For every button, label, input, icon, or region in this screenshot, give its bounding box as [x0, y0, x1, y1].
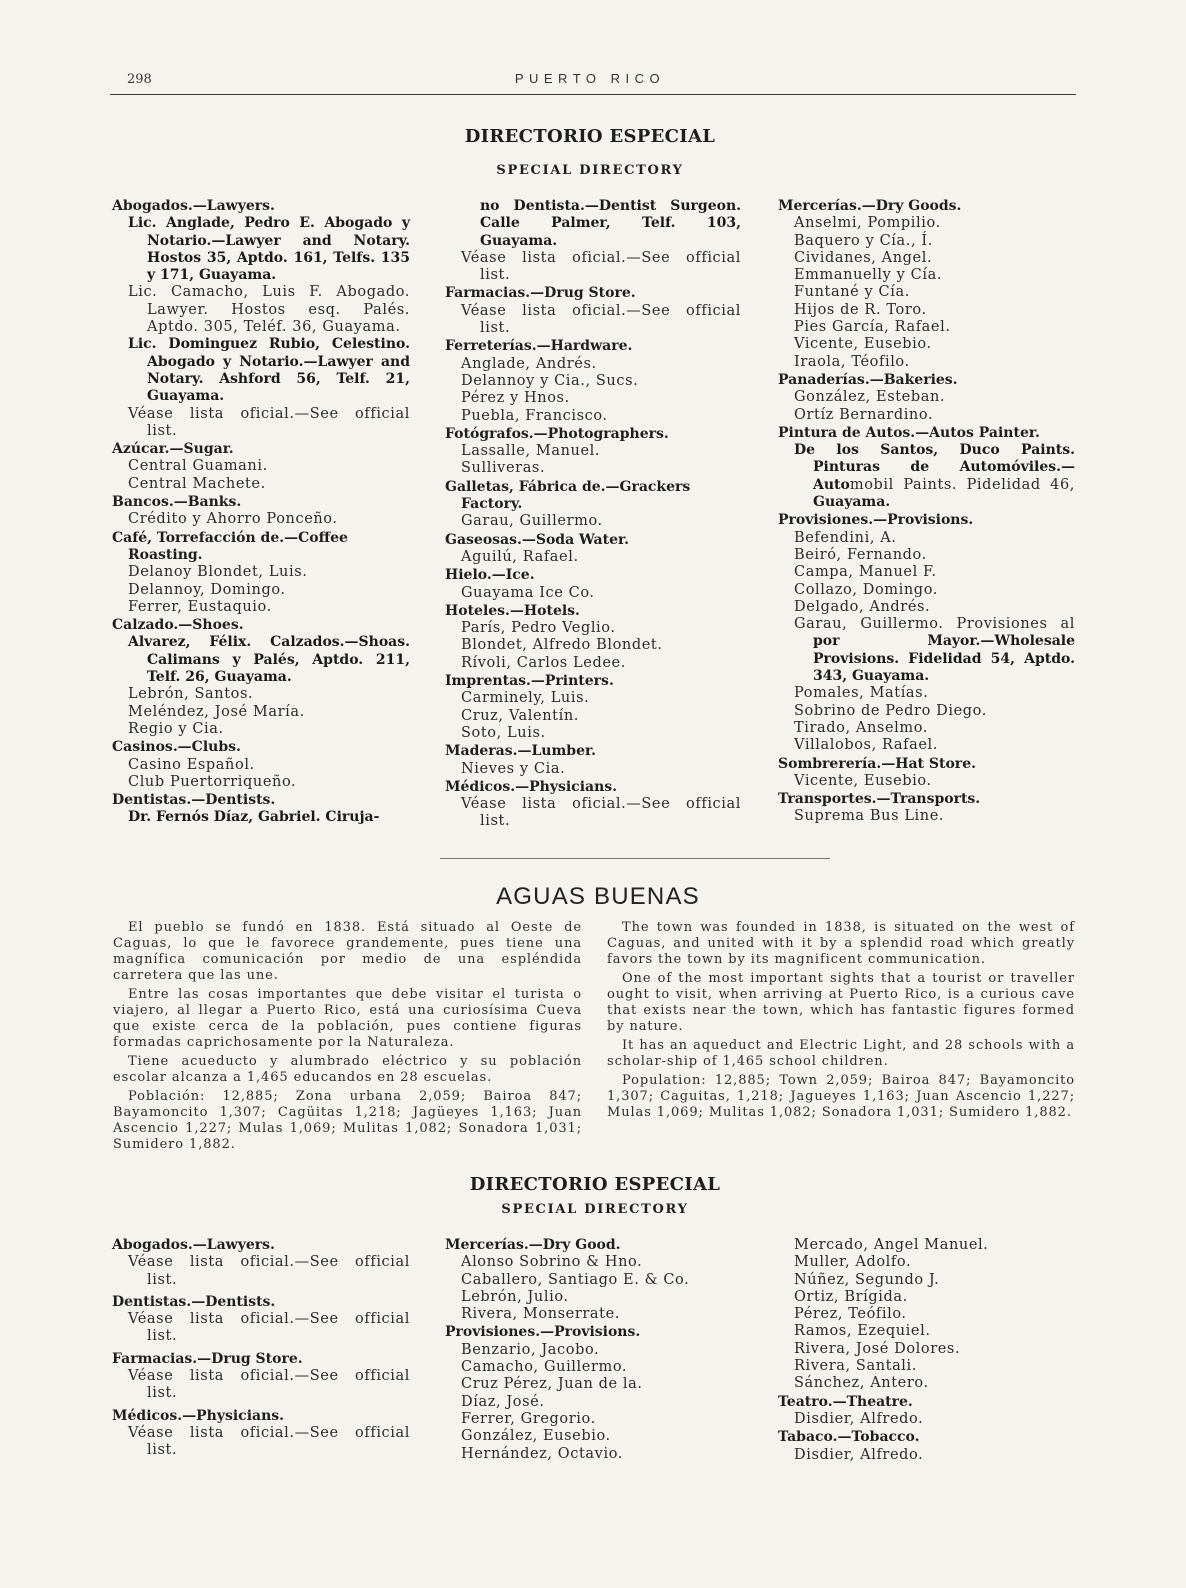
category-group: [445, 603, 741, 672]
category-heading: Casinos.—Clubs.: [112, 739, 241, 756]
directory-entry: Lic. Camacho, Luis F. Abogado. Lawyer. Hostos esq. Palés. Aptdo. 305, Teléf. 36, Guayama.: [128, 284, 410, 336]
directory-entry: Pérez y Hnos.: [461, 390, 570, 407]
category-group: [778, 1429, 1075, 1464]
category-group: [778, 425, 1075, 511]
directory-entry: Disdier, Alfredo.: [794, 1410, 924, 1427]
category-heading: Pintura de Autos.—Autos Painter.: [778, 424, 1040, 441]
category-heading: Hoteles.—Hotels.: [445, 602, 580, 619]
entry-segment: Garau, Guillermo. Provisiones al: [794, 616, 1075, 633]
category-heading: Mercerías.—Dry Goods.: [778, 198, 962, 214]
directory-entry: Meléndez, José María.: [128, 703, 305, 720]
directory-title: DIRECTORIO ESPECIAL: [464, 126, 716, 147]
directory-entry: Regio y Cia.: [128, 720, 224, 737]
directory-entry: Club Puertorriqueño.: [128, 773, 297, 790]
directory-entry: Anglade, Andrés.: [461, 355, 597, 372]
directory-entry: Alonso Sobrino & Hno.: [461, 1254, 643, 1271]
paragraph: Tiene acueducto y alumbrado eléctrico y su población escolar alcanza a 1,465 educandos en 28 escuelas.: [113, 1054, 582, 1085]
category-group: [112, 530, 410, 616]
directory-entry: Iraola, Téofilo.: [794, 353, 910, 370]
directory-entry: Lassalle, Manuel.: [461, 443, 601, 460]
directory-entry: [778, 442, 1075, 511]
directory-entry: Vicente, Eusebio.: [794, 772, 932, 789]
category-group: [445, 673, 741, 742]
directory-entry: Hijos de R. Toro.: [794, 301, 927, 318]
category-heading: Abogados.—Lawyers.: [112, 1237, 275, 1253]
category-group: [112, 739, 410, 791]
directory-column-1: [112, 197, 410, 827]
category-group: [112, 198, 410, 440]
category-group: [778, 372, 1075, 424]
directory-entry: Villalobos, Rafael.: [794, 737, 938, 754]
directory-entry: Soto, Luis.: [461, 724, 546, 741]
directory-entry: Hernández, Octavio.: [461, 1445, 623, 1462]
directory-entry: González, Esteban.: [794, 389, 946, 406]
directory-entry: Lebrón, Santos.: [128, 686, 254, 703]
category-group: [445, 567, 741, 602]
directory-entry: Alvarez, Félix. Calzados.—Shoas. Calimans y Palés, Aptdo. 211, Telf. 26, Guayama.: [128, 634, 410, 686]
category-group: [778, 756, 1075, 791]
directory-column-3: [778, 1236, 1075, 1464]
directory-entry: Véase lista oficial.—See official list.: [128, 405, 410, 439]
directory-entry: Rívoli, Carlos Ledee.: [461, 654, 626, 671]
category-group: [112, 792, 410, 827]
directory-entry: Rivera, Monserrate.: [461, 1306, 620, 1323]
directory-entry: Sánchez, Antero.: [794, 1375, 929, 1392]
directory-entry: Ortíz Bernardino.: [794, 406, 934, 423]
directory-entry: Muller, Adolfo.: [794, 1254, 912, 1271]
category-group: [778, 198, 1075, 371]
directory-entry: Disdier, Alfredo.: [794, 1446, 924, 1463]
directory-subtitle: SPECIAL DIRECTORY: [496, 163, 684, 178]
directory-entry: Blondet, Alfredo Blondet.: [461, 637, 663, 654]
directory-entry: [778, 616, 1075, 685]
category-group: [445, 779, 741, 831]
category-heading: Abogados.—Lawyers.: [112, 198, 275, 214]
category-heading: Bancos.—Banks.: [112, 494, 242, 511]
category-heading: Dentistas.—Dentists.: [112, 1293, 276, 1310]
directory-entry: Aguilú, Rafael.: [461, 548, 579, 565]
category-heading: Fotógrafos.—Photographers.: [445, 425, 669, 442]
directory-entry: Lebrón, Julio.: [461, 1288, 569, 1305]
paragraph: It has an aqueduct and Electric Light, and 28 schools with a scholar-ship of 1,465 school children.: [607, 1038, 1075, 1069]
category-heading: Dentistas.—Dentists.: [112, 792, 276, 809]
category-heading: Imprentas.—Printers.: [445, 673, 614, 690]
category-heading: Calzado.—Shoes.: [112, 617, 244, 634]
category-heading: Gaseosas.—Soda Water.: [445, 531, 629, 548]
directory-entry: Sulliveras.: [461, 460, 546, 477]
directory-entry: Pérez, Teófilo.: [794, 1306, 907, 1323]
category-group: [112, 494, 410, 529]
category-heading: Médicos.—Physicians.: [445, 778, 618, 795]
category-heading: Farmacias.—Drug Store.: [445, 285, 636, 302]
directory-entry: Befendini, A.: [794, 529, 897, 546]
directory-entry: Tirado, Anselmo.: [794, 719, 929, 736]
page-number: 298: [127, 72, 152, 87]
directory-entry: Funtané y Cía.: [794, 284, 910, 301]
category-heading: Mercerías.—Dry Good.: [445, 1237, 621, 1253]
directory-entry: Pomales, Matías.: [794, 685, 929, 702]
directory-entry: Véase lista oficial.—See official list.: [461, 796, 741, 830]
directory-entry: Delannoy, Domingo.: [128, 581, 286, 598]
directory-entry: Véase lista oficial.—See official list.: [128, 1368, 410, 1402]
paragraph: Entre las cosas importantes que debe visitar el turista o viajero, al llegar a Puerto Rico, está una curiosísima Cueva que existe cerca de la población, pues contiene figuras formadas caprichosamente por la Naturaleza.: [113, 987, 582, 1050]
category-heading: Tabaco.—Tobacco.: [778, 1429, 920, 1446]
directory-entry: Núñez, Segundo J.: [794, 1271, 940, 1288]
directory-entry: Crédito y Ahorro Ponceño.: [128, 511, 338, 528]
directory-entry: Lic. Dominguez Rubio, Celestino. Abogado y Notario.—Lawyer and Notary. Ashford 56, Telf. 21, Guayama.: [128, 336, 410, 405]
category-group: [112, 1351, 410, 1403]
directory-title: DIRECTORIO ESPECIAL: [469, 1174, 721, 1195]
directory-entry: Cruz Pérez, Juan de la.: [461, 1376, 643, 1393]
directory-entry: Ferrer, Eustaquio.: [128, 598, 272, 615]
town-title: AGUAS BUENAS: [496, 883, 700, 910]
category-heading: Farmacias.—Drug Store.: [112, 1350, 303, 1367]
directory-entry: Guayama Ice Co.: [461, 584, 595, 601]
directory-entry: París, Pedro Veglio.: [461, 620, 616, 637]
directory-entry: Delannoy y Cia., Sucs.: [461, 372, 639, 389]
directory-entry: Emmanuelly y Cía.: [794, 267, 943, 284]
directory-entry: Ramos, Ezequiel.: [794, 1323, 931, 1340]
category-heading: Panaderías.—Bakeries.: [778, 371, 958, 388]
category-heading: Maderas.—Lumber.: [445, 743, 596, 760]
directory-entry: Camacho, Guillermo.: [461, 1359, 628, 1376]
directory-entry: Carminely, Luis.: [461, 690, 590, 707]
category-group: [112, 617, 410, 738]
running-title: PUERTO RICO: [514, 71, 666, 86]
town-description-spanish: [113, 920, 582, 1153]
category-heading: Ferreterías.—Hardware.: [445, 338, 633, 355]
directory-entry: Ortiz, Brígida.: [794, 1288, 908, 1305]
directory-entry: Collazo, Domingo.: [794, 581, 938, 598]
directory-entry: no Dentista.—Dentist Surgeon. Calle Palmer, Telf. 103, Guayama.: [480, 198, 741, 249]
directory-entry: Vicente, Eusebio.: [794, 336, 932, 353]
category-heading: Café, Torrefacción de.—Coffee Roasting.: [112, 529, 348, 563]
category-group: [445, 1237, 741, 1323]
directory-entry: Véase lista oficial.—See official list.: [128, 1311, 410, 1345]
directory-column-2: [445, 197, 741, 831]
category-group: [778, 1237, 1075, 1393]
category-group: [445, 285, 741, 337]
category-group: [112, 1408, 410, 1460]
category-heading: Provisiones.—Provisions.: [445, 1324, 641, 1341]
directory-entry: Lic. Anglade, Pedro E. Abogado y Notario.—Lawyer and Notary. Hostos 35, Aptdo. 161, Telfs. 135 y 171, Guayama.: [128, 215, 410, 284]
section-divider: [440, 858, 830, 859]
entry-segment: De los Santos, Duco Paints. Pinturas de Automóviles.—Auto: [794, 442, 1075, 493]
category-group: [445, 532, 741, 567]
paragraph: The town was founded in 1838, is situated on the west of Caguas, and united with it by a splendid road which greatly favors the town by its magnificent communication.: [607, 920, 1075, 967]
category-heading: Médicos.—Physicians.: [112, 1407, 285, 1424]
directory-entry: Dr. Fernós Díaz, Gabriel. Ciruja-: [128, 809, 380, 826]
directory-entry: Véase lista oficial.—See official list.: [461, 302, 741, 337]
category-group: [112, 1294, 410, 1346]
category-heading: Provisiones.—Provisions.: [778, 512, 974, 529]
category-group: [445, 198, 741, 284]
directory-entry: Delgado, Andrés.: [794, 598, 931, 615]
paragraph: Population: 12,885; Town 2,059; Bairoa 847; Bayamoncito 1,307; Caguitas, 1,218; Jagueyes 1,163; Juan Ascencio 1,227; Mulas 1,069; Mulitas 1,082; Sonadora 1,031; Sumidero 1,882.: [607, 1073, 1075, 1120]
paragraph: El pueblo se fundó en 1838. Está situado al Oeste de Caguas, lo que le favorece grandemente, pues tiene una magnífica comunicación por medio de una espléndida carretera que las une.: [113, 920, 582, 983]
entry-segment: mobil Paints. Pidelidad 46,: [849, 476, 1075, 493]
directory-entry: Sobrino de Pedro Diego.: [794, 702, 987, 719]
directory-entry: Suprema Bus Line.: [794, 808, 945, 825]
category-group: [445, 479, 741, 531]
town-description-english: [607, 920, 1075, 1121]
directory-entry: Cruz, Valentín.: [461, 707, 579, 724]
category-group: [112, 1237, 410, 1289]
directory-column-2: [445, 1236, 741, 1463]
directory-subtitle: SPECIAL DIRECTORY: [501, 1202, 689, 1217]
category-group: [778, 1394, 1075, 1429]
directory-entry: Caballero, Santiago E. & Co.: [461, 1271, 690, 1288]
directory-entry: Baquero y Cía., Í.: [794, 232, 933, 249]
directory-entry: Garau, Guillermo.: [461, 513, 603, 530]
directory-entry: Beiró, Fernando.: [794, 546, 927, 563]
directory-entry: Rivera, José Dolores.: [794, 1340, 961, 1357]
category-heading: Galletas, Fábrica de.—Grackers Factory.: [445, 478, 691, 513]
directory-entry: Véase lista oficial.—See official list.: [128, 1254, 410, 1288]
paragraph: One of the most important sights that a tourist or traveller ought to visit, when arriving at Puerto Rico, is a curious cave that exists near the town, which has fantastic figures formed by nature.: [607, 971, 1075, 1034]
directory-entry: Casino Español.: [128, 756, 255, 773]
entry-segment: por Mayor.—Wholesale Provisions. Fidelidad 54, Aptdo. 343, Guayama.: [813, 633, 1075, 685]
directory-entry: Díaz, José.: [461, 1393, 545, 1410]
directory-entry: Nieves y Cia.: [461, 760, 566, 777]
directory-entry: Anselmi, Pompilio.: [794, 215, 941, 232]
directory-entry: Delanoy Blondet, Luis.: [128, 564, 308, 581]
entry-segment: Guayama.: [813, 494, 891, 511]
directory-entry: Pies García, Rafael.: [794, 319, 951, 336]
directory-entry: Benzario, Jacobo.: [461, 1341, 600, 1358]
category-group: [445, 1324, 741, 1462]
directory-entry: Rivera, Santali.: [794, 1358, 917, 1375]
category-group: [112, 441, 410, 493]
category-heading: Hielo.—Ice.: [445, 567, 535, 584]
directory-entry: Central Machete.: [128, 475, 266, 492]
directory-entry: Véase lista oficial.—See official list.: [128, 1424, 410, 1459]
category-group: [445, 338, 741, 424]
category-group: [778, 791, 1075, 826]
category-group: [445, 743, 741, 778]
directory-entry: Cividanes, Angel.: [794, 249, 933, 266]
category-group: [778, 512, 1075, 754]
category-heading: Sombrerería.—Hat Store.: [778, 755, 976, 772]
category-heading: Azúcar.—Sugar.: [112, 441, 234, 458]
directory-entry: Ferrer, Gregorio.: [461, 1410, 596, 1427]
paragraph: Población: 12,885; Zona urbana 2,059; Bairoa 847; Bayamoncito 1,307; Cagüitas 1,218; Jagüeyes 1,163; Juan Ascencio 1,227; Mulas 1,069; Mulitas 1,082; Sonadora 1,031; Sumidero 1,882.: [113, 1089, 582, 1152]
category-heading: Transportes.—Transports.: [778, 791, 981, 808]
header-rule: [110, 94, 1076, 95]
directory-entry: Puebla, Francisco.: [461, 407, 608, 424]
directory-column-1: [112, 1236, 410, 1460]
category-group: [445, 426, 741, 478]
category-heading: Teatro.—Theatre.: [778, 1393, 913, 1410]
directory-column-3: [778, 197, 1075, 826]
directory-entry: Central Guamani.: [128, 458, 268, 475]
directory-entry: Campa, Manuel F.: [794, 564, 937, 581]
directory-entry: Véase lista oficial.—See official list.: [461, 249, 741, 284]
directory-entry: Mercado, Angel Manuel.: [794, 1237, 989, 1253]
directory-entry: González, Eusebio.: [461, 1428, 611, 1445]
